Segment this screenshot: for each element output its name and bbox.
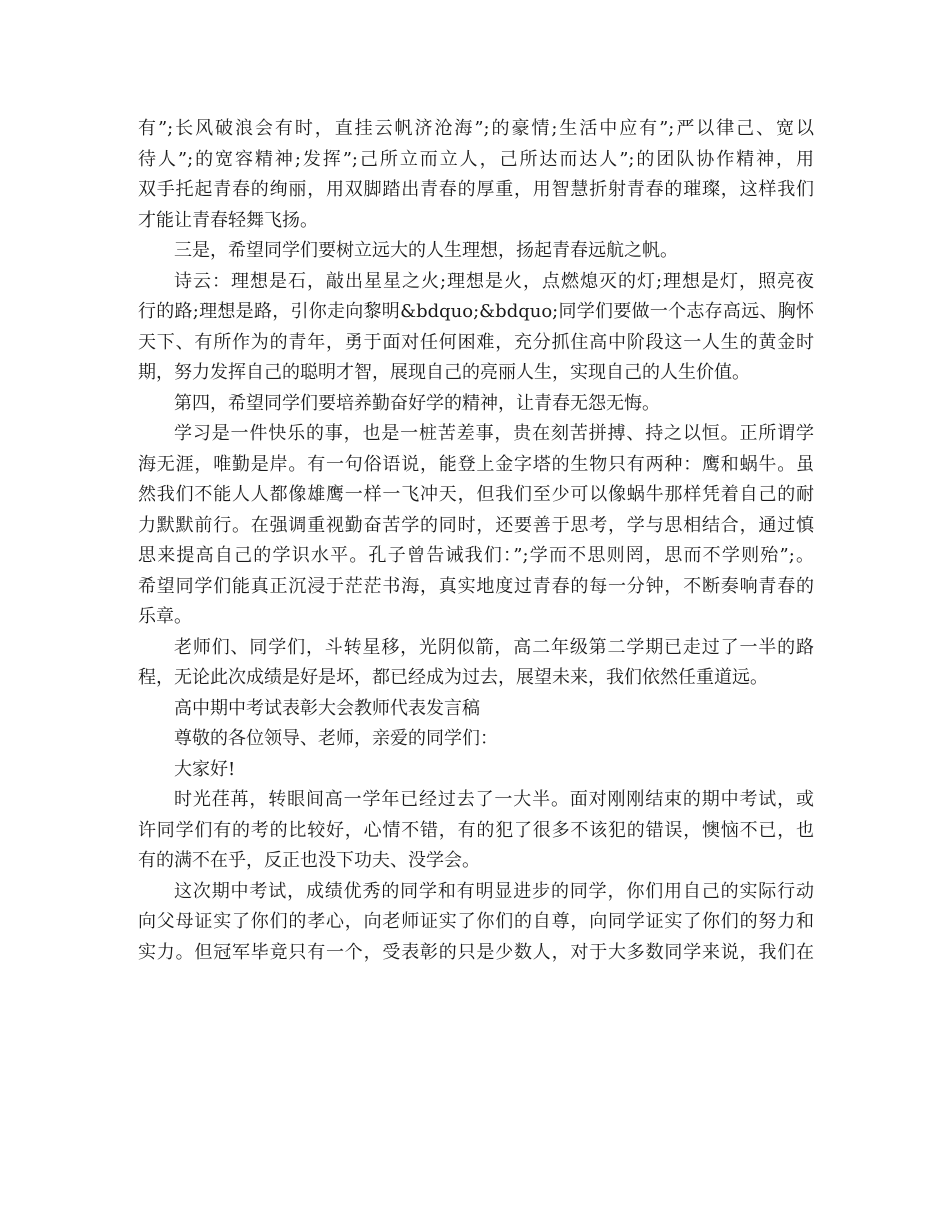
- text-line: 这次期中考试，成绩优秀的同学和有明显进步的同学，你们用自己的实际行动: [174, 880, 814, 902]
- text-line: 待人”;的宽容精神;发挥”;己所立而立人，己所达而达人”;的团队协作精神，用: [138, 148, 814, 170]
- text-line: 行的路;理想是路，引你走向黎明&bdquo;&bdquo;同学们要做一个志存高远、胸怀: [138, 301, 814, 322]
- text-line: 双手托起青春的绚丽，用双脚踏出青春的厚重，用智慧折射青春的璀璨，这样我们: [138, 179, 814, 200]
- text-line: 第四，希望同学们要培养勤奋好学的精神，让青春无怨无悔。: [174, 392, 660, 414]
- text-line: 向父母证实了你们的孝心，向老师证实了你们的自尊，向同学证实了你们的努力和: [138, 911, 814, 932]
- text-line: 诗云：理想是石，敲出星星之火;理想是火，点燃熄灭的灯;理想是灯，照亮夜: [174, 270, 814, 292]
- text-line: 思来提高自己的学识水平。孔子曾告诫我们：”;学而不思则罔，思而不学则殆”;。: [138, 545, 814, 566]
- text-line: 实力。但冠军毕竟只有一个，受表彰的只是少数人，对于大多数同学来说，我们在: [138, 941, 814, 963]
- text-line: 然我们不能人人都像雄鹰一样一飞冲天，但我们至少可以像蜗牛那样凭着自己的耐: [138, 484, 814, 505]
- text-line: 海无涯，唯勤是岸。有一句俗语说，能登上金字塔的生物只有两种：鹰和蜗牛。虽: [138, 453, 814, 475]
- text-line: 高中期中考试表彰大会教师代表发言稿: [174, 697, 480, 719]
- text-line: 许同学们有的考的比较好，心情不错，有的犯了很多不该犯的错误，懊恼不已，也: [138, 819, 814, 841]
- text-line: 学习是一件快乐的事，也是一桩苦差事，贵在刻苦拼搏、持之以恒。正所谓学: [174, 423, 814, 444]
- text-line: 尊敬的各位领导、老师，亲爱的同学们：: [174, 728, 498, 749]
- text-line: 期，努力发挥自己的聪明才智，展现自己的亮丽人生，实现自己的人生价值。: [138, 362, 750, 383]
- text-line: 天下、有所作为的青年，勇于面对任何困难，充分抓住高中阶段这一人生的黄金时: [138, 331, 814, 353]
- text-line: 有的满不在乎，反正也没下功夫、没学会。: [138, 850, 480, 871]
- text-line: 才能让青春轻舞飞扬。: [138, 209, 318, 231]
- document-body: [138, 114, 814, 968]
- text-line: 希望同学们能真正沉浸于茫茫书海，真实地度过青春的每一分钟，不断奏响青春的: [138, 575, 814, 597]
- text-line: 时光荏苒，转眼间高一学年已经过去了一大半。面对刚刚结束的期中考试，或: [174, 789, 814, 810]
- text-line: 老师们、同学们，斗转星移，光阴似箭，高二年级第二学期已走过了一半的路: [174, 636, 814, 658]
- text-line: 大家好!: [174, 758, 236, 780]
- text-line: 程，无论此次成绩是好是坏，都已经成为过去，展望未来，我们依然任重道远。: [138, 667, 768, 688]
- text-line: 力默默前行。在强调重视勤奋苦学的同时，还要善于思考，学与思相结合，通过慎: [138, 514, 814, 536]
- text-line: 三是，希望同学们要树立远大的人生理想，扬起青春远航之帆。: [174, 240, 678, 261]
- text-line: 乐章。: [138, 606, 192, 627]
- text-line: 有”;长风破浪会有时，直挂云帆济沧海”;的豪情;生活中应有”;严以律己、宽以: [138, 118, 814, 139]
